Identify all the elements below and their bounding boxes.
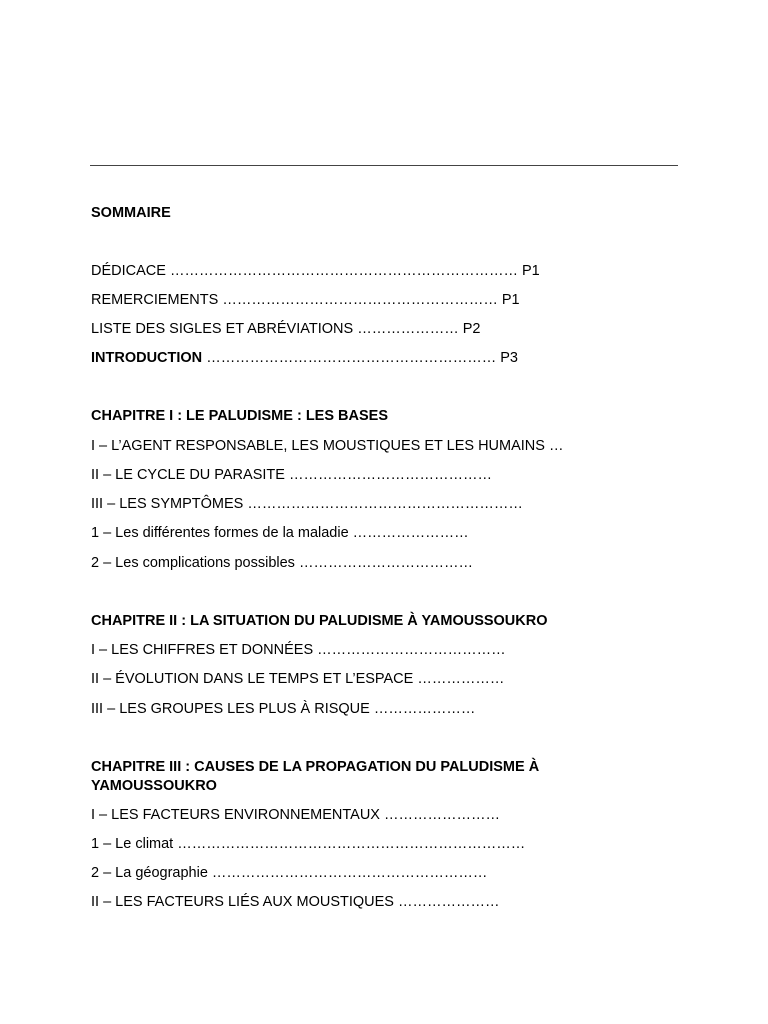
- toc-entry-dots: ……………………………………………………: [202, 350, 501, 366]
- toc-entry-dots: …………………………………………………: [218, 292, 502, 308]
- toc-item: I – LES CHIFFRES ET DONNÉES …………………………………: [91, 642, 506, 658]
- toc-title: SOMMAIRE: [91, 205, 171, 221]
- toc-item: II – LES FACTEURS LIÉS AUX MOUSTIQUES …………………: [91, 894, 500, 910]
- toc-entry-dots: …………………: [353, 321, 463, 337]
- toc-subitem: 2 – Les complications possibles ………………………………: [91, 555, 473, 571]
- toc-entry-page: P1: [522, 263, 540, 279]
- toc-entry-introduction: [91, 349, 518, 368]
- chapter-2-heading: CHAPITRE II : LA SITUATION DU PALUDISME À YAMOUSSOUKRO: [91, 613, 548, 629]
- toc-entry-label: LISTE DES SIGLES ET ABRÉVIATIONS: [91, 321, 354, 337]
- toc-item: II – LE CYCLE DU PARASITE ……………………………………: [91, 467, 492, 483]
- toc-entry-label: DÉDICACE: [91, 263, 166, 279]
- toc-entry-dots: ………………………………………………………………: [165, 263, 522, 279]
- header-divider: [90, 165, 678, 166]
- toc-entry-page: P3: [500, 350, 518, 366]
- toc-subitem: 1 – Les différentes formes de la maladie ……………………: [91, 525, 469, 541]
- chapter-3-heading: CHAPITRE III : CAUSES DE LA PROPAGATION DU PALUDISME À YAMOUSSOUKRO: [91, 759, 540, 794]
- toc-entry-sigles: [91, 320, 480, 339]
- toc-entry-dedicace: [91, 262, 540, 281]
- toc-entry-page: P1: [501, 292, 520, 308]
- toc-item: I – LES FACTEURS ENVIRONNEMENTAUX ……………………: [91, 807, 501, 823]
- toc-subitem: 1 – Le climat ………………………………………………………………: [91, 836, 526, 852]
- toc-item: III – LES GROUPES LES PLUS À RISQUE …………………: [91, 701, 476, 717]
- toc-subitem: 2 – La géographie …………………………………………………: [91, 865, 488, 881]
- toc-entry-label: INTRODUCTION: [91, 350, 203, 366]
- chapter-1-heading: CHAPITRE I : LE PALUDISME : LES BASES: [91, 408, 389, 424]
- toc-item: II – ÉVOLUTION DANS LE TEMPS ET L’ESPACE ………………: [91, 671, 505, 687]
- toc-entry-remerciements: [91, 291, 520, 310]
- toc-entry-label: REMERCIEMENTS: [91, 292, 219, 308]
- toc-entry-page: P2: [462, 321, 481, 337]
- toc-item: III – LES SYMPTÔMES …………………………………………………: [91, 496, 523, 512]
- toc-item: I – L’AGENT RESPONSABLE, LES MOUSTIQUES ET LES HUMAINS …: [91, 438, 564, 454]
